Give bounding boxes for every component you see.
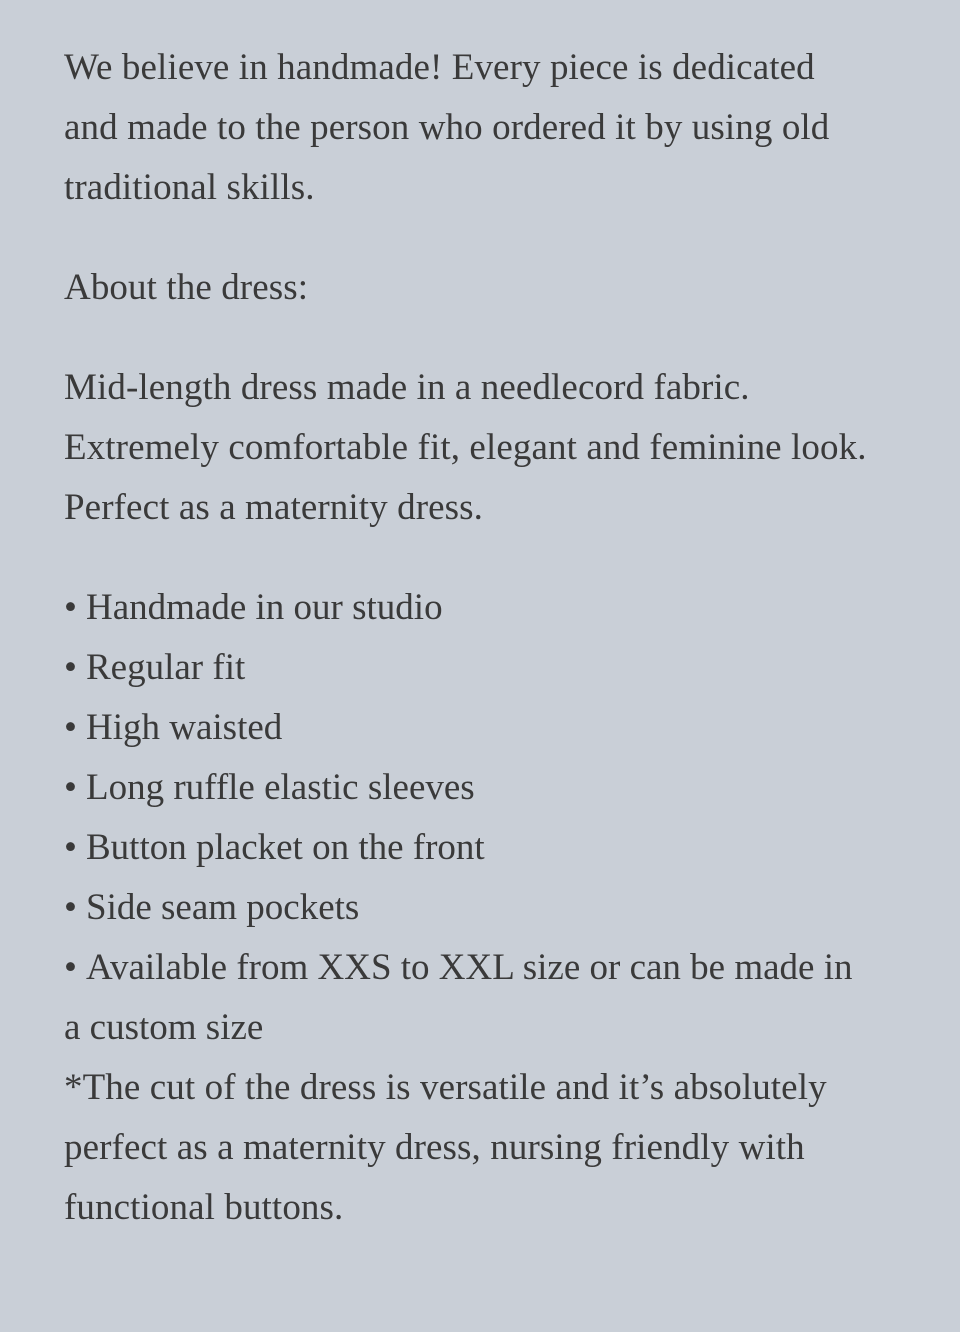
list-item [64, 938, 920, 1058]
feature-text: Long ruffle elastic sleeves [86, 767, 475, 808]
intro-paragraph: We believe in handmade! Every piece is dedicated and made to the person who ordered it by using old traditional skills. [64, 47, 830, 208]
list-item [64, 698, 920, 758]
feature-text: Handmade in our studio [86, 587, 443, 628]
feature-list [64, 578, 920, 1058]
bullet-icon: • [64, 947, 77, 988]
bullet-icon: • [64, 647, 77, 688]
bullet-icon: • [64, 767, 77, 808]
list-item [64, 638, 920, 698]
list-item [64, 758, 920, 818]
feature-text: Button placket on the front [86, 827, 485, 868]
feature-text: Regular fit [86, 647, 246, 688]
note-paragraph: *The cut of the dress is versatile and it’s absolutely perfect as a maternity dress, nursing friendly with functional buttons. [64, 1067, 827, 1228]
list-item [64, 878, 920, 938]
list-item [64, 818, 920, 878]
feature-text: Available from XXS to XXL size or can be made in a custom size [64, 947, 853, 1048]
feature-text: Side seam pockets [86, 887, 360, 928]
dress-description: Mid-length dress made in a needlecord fabric. Extremely comfortable fit, elegant and feminine look. Perfect as a maternity dress. [64, 367, 867, 528]
about-heading: About the dress: [64, 267, 309, 308]
bullet-icon: • [64, 587, 77, 628]
bullet-icon: • [64, 887, 77, 928]
list-item [64, 578, 920, 638]
bullet-icon: • [64, 827, 77, 868]
bullet-icon: • [64, 707, 77, 748]
feature-text: High waisted [86, 707, 283, 748]
